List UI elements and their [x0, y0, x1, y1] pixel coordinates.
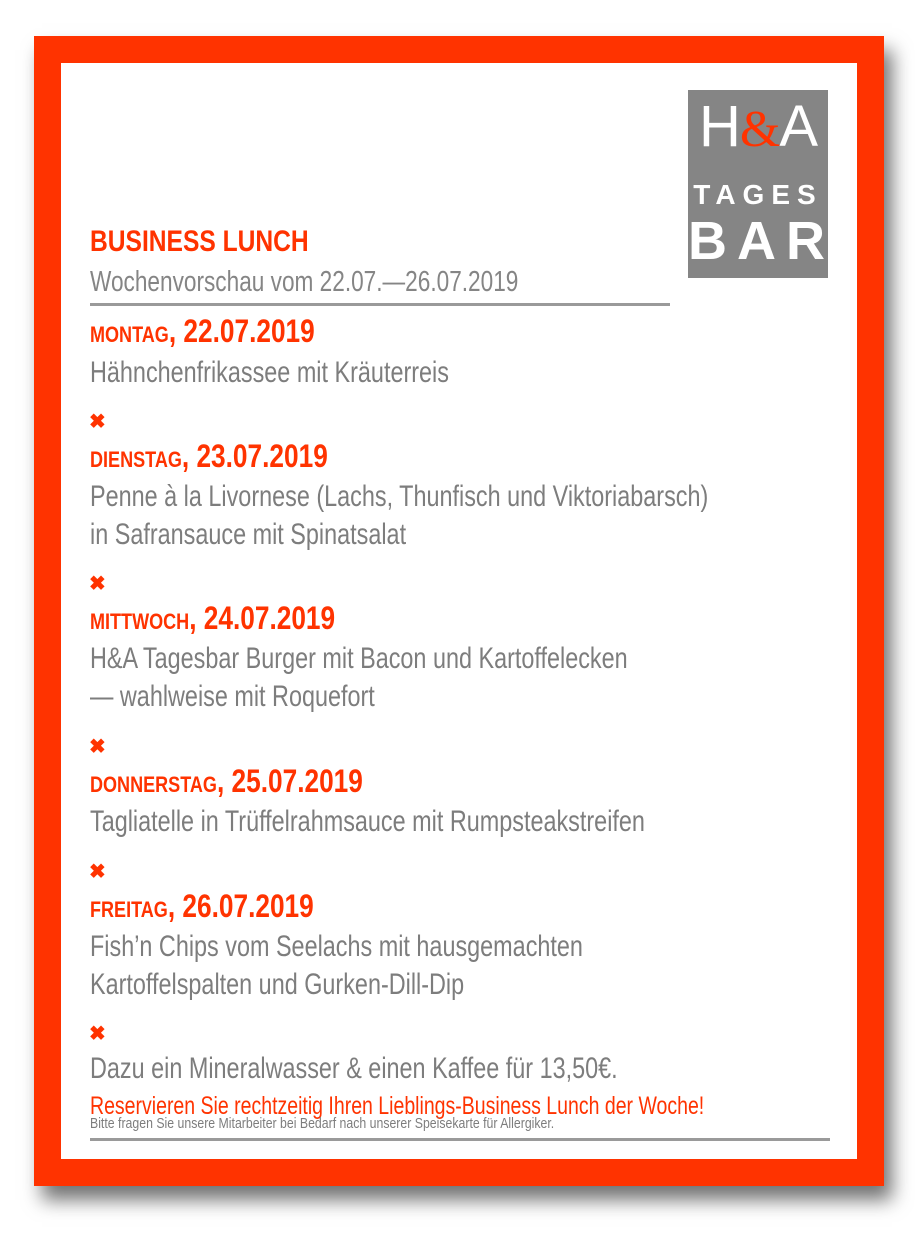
- day-name: FREITAG: [90, 897, 168, 922]
- day-heading-tuesday: [90, 438, 328, 481]
- separator-icon: ✖: [89, 1023, 106, 1045]
- separator-icon: ✖: [89, 573, 106, 595]
- day-date: 24.07.2019: [203, 600, 336, 636]
- logo-amp: &: [739, 101, 780, 158]
- logo-a: A: [779, 94, 818, 159]
- day-date: 22.07.2019: [183, 313, 315, 349]
- dish-line: Fish’n Chips vom Seelachs mit hausgemachten: [90, 930, 583, 963]
- drinks-note: Dazu ein Mineralwasser & einen Kaffee für 13,50€.: [90, 1052, 618, 1085]
- logo-tages: TAGES: [693, 179, 823, 210]
- day-heading-friday: [90, 888, 314, 931]
- separator-icon: ✖: [89, 736, 106, 758]
- day-name: DONNERSTAG: [90, 772, 217, 797]
- day-heading-wednesday: [90, 600, 335, 643]
- day-comma: ,: [168, 313, 177, 349]
- day-name: MONTAG: [90, 322, 169, 347]
- logo: [688, 90, 835, 278]
- day-comma: ,: [167, 888, 176, 924]
- reservation-note: Reservieren Sie rechtzeitig Ihren Lieblings-Business Lunch der Woche!: [90, 1092, 705, 1120]
- day-heading-monday: [90, 313, 315, 356]
- footer-divider: [90, 1138, 830, 1141]
- dish-line: — wahlweise mit Roquefort: [90, 680, 375, 713]
- dish-line: H&A Tagesbar Burger mit Bacon und Kartoffelecken: [90, 642, 628, 675]
- dish-line: Kartoffelspalten und Gurken-Dill-Dip: [90, 968, 465, 1001]
- page-title: BUSINESS LUNCH: [90, 225, 309, 258]
- dish-line: Tagliatelle in Trüffelrahmsauce mit Rumpsteakstreifen: [90, 805, 645, 838]
- dish-line: Hähnchenfrikassee mit Kräuterreis: [90, 356, 449, 389]
- day-date: 23.07.2019: [196, 438, 328, 474]
- orange-frame: [34, 36, 884, 1186]
- day-name: DIENSTAG: [90, 447, 182, 472]
- day-comma: ,: [181, 438, 190, 474]
- menu-card: [61, 63, 857, 1159]
- day-comma: ,: [189, 600, 197, 636]
- day-heading-thursday: [90, 763, 363, 806]
- separator-icon: ✖: [89, 861, 106, 883]
- day-name: MITTWOCH: [90, 609, 190, 634]
- separator-icon: ✖: [89, 411, 106, 433]
- day-date: 25.07.2019: [231, 763, 363, 799]
- dish-line: in Safransauce mit Spinatsalat: [90, 518, 407, 551]
- allergy-note: Bitte fragen Sie unsere Mitarbeiter bei Bedarf nach unserer Speisekarte für Allergiker.: [90, 1115, 555, 1132]
- logo-ha: [688, 96, 828, 161]
- day-comma: ,: [216, 763, 225, 799]
- header-divider: [90, 303, 670, 306]
- day-date: 26.07.2019: [182, 888, 314, 924]
- logo-h: H: [698, 94, 740, 159]
- logo-bar: BAR: [688, 211, 835, 271]
- dish-line: Penne à la Livornese (Lachs, Thunfisch und Viktoriabarsch): [90, 480, 709, 513]
- page-subtitle: Wochenvorschau vom 22.07.—26.07.2019: [90, 266, 519, 298]
